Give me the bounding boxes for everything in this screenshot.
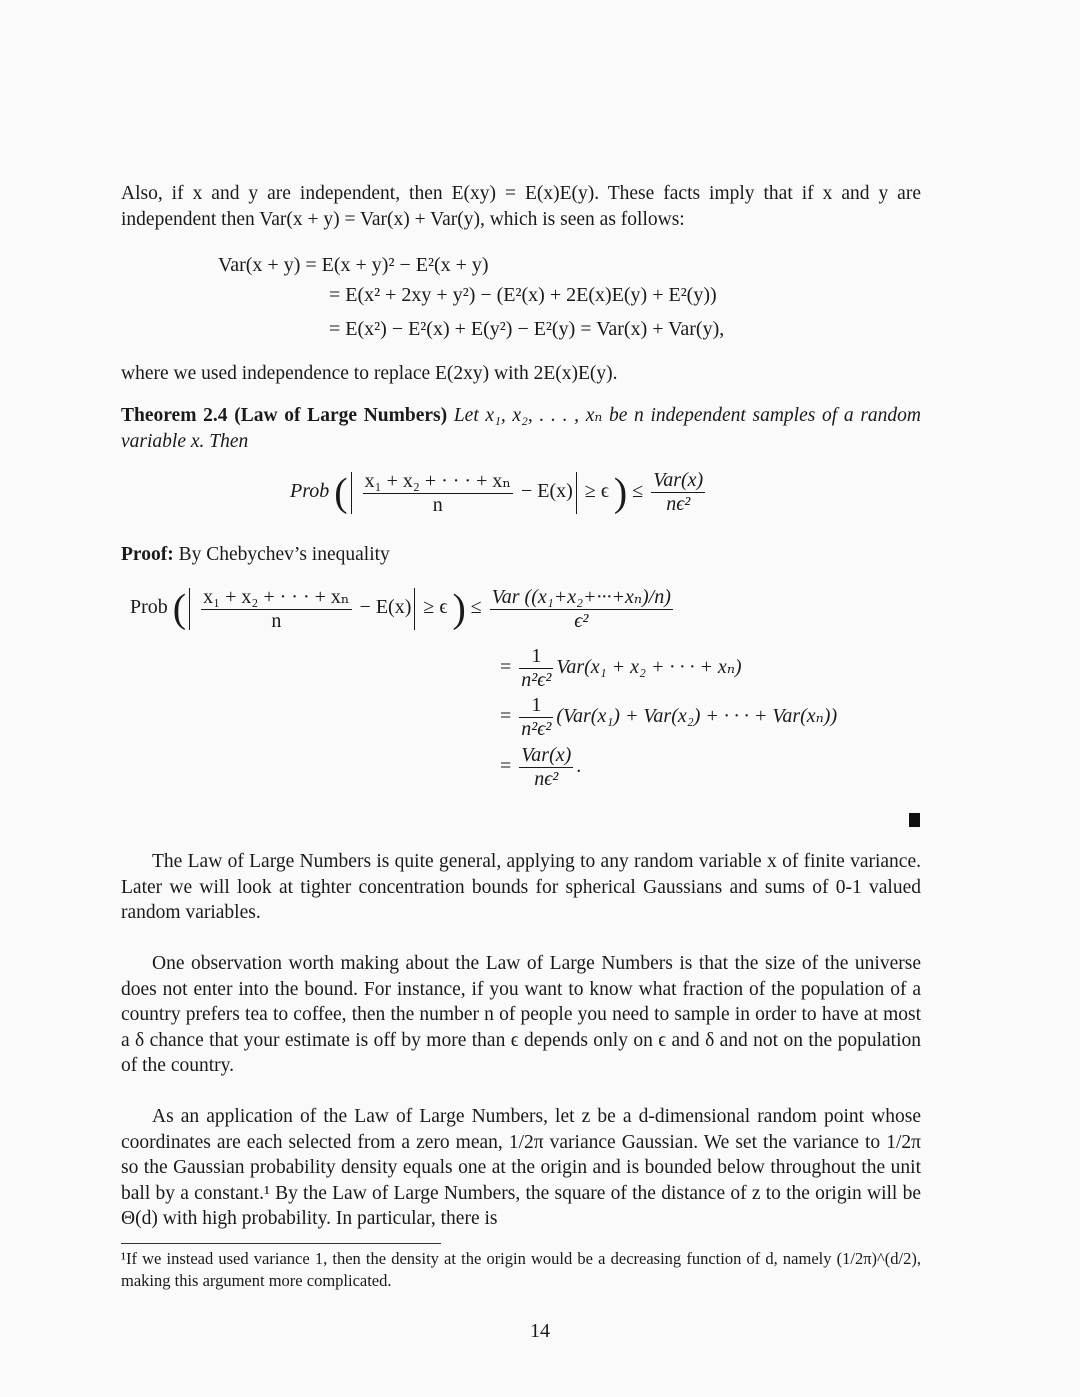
minus-expectation: − E(x) <box>359 596 412 619</box>
right-paren: ) <box>452 585 466 631</box>
fraction-numerator: x₁ + x₂ + · · · + xₙ <box>203 586 350 608</box>
fraction-denominator: nϵ² <box>519 767 573 791</box>
equation-var-line3: = E(x²) − E²(x) + E(y²) − E²(y) = Var(x) + Var(y), <box>329 318 725 340</box>
paragraph-variance-intro: Also, if x and y are independent, then E(xy) = E(x)E(y). These facts imply that if x and y are independent then Var(x + y) = Var(x) + Var(y), which is seen as follows: <box>121 183 921 230</box>
theorem-heading: Theorem 2.4 (Law of Large Numbers) <box>121 405 448 426</box>
theorem-body: Let x₁, x₂, . . . , xₙ be n independent samples of a random variable x. Then <box>121 405 921 452</box>
fraction-numerator: 1 <box>531 694 542 716</box>
proof-equation-line3 <box>500 694 837 741</box>
minus-expectation: − E(x) <box>521 480 573 503</box>
equals-sign: = <box>500 656 512 679</box>
qed-square <box>909 813 920 827</box>
proof-equation-line4 <box>500 744 581 791</box>
fraction-denominator: n <box>363 493 513 517</box>
prob-label: Prob <box>130 596 168 619</box>
fraction-denominator: n²ϵ² <box>521 718 552 740</box>
sample-mean-fraction <box>363 468 513 517</box>
fraction-numerator: Var(x) <box>521 744 572 766</box>
fraction-numerator: 1 <box>531 645 542 667</box>
fraction-denominator: n²ϵ² <box>521 669 552 691</box>
inverse-fraction <box>519 645 553 692</box>
equals-sign: = <box>500 705 512 728</box>
fraction-denominator: n <box>201 609 351 633</box>
footnote: ¹If we instead used variance 1, then the density at the origin would be a decreasing function of d, namely (1/2π)^(d/2), making this argument more complicated. <box>121 1249 921 1290</box>
prob-label: Prob <box>290 480 330 503</box>
inverse-fraction <box>519 694 553 741</box>
final-fraction <box>519 744 573 791</box>
proof-equation-line2 <box>500 645 742 692</box>
geq-epsilon: ≥ ϵ <box>423 596 448 619</box>
abs-bar-right <box>414 588 415 630</box>
variance-bound-fraction <box>651 469 705 516</box>
leq-sign: ≤ <box>632 480 644 503</box>
variance-denominator: ϵ² <box>490 609 673 633</box>
sample-mean-fraction <box>201 584 351 633</box>
equation-var-line2: = E(x² + 2xy + y²) − (E²(x) + 2E(x)E(y) + E²(y)) <box>329 284 717 306</box>
equals-sign: = <box>500 755 512 778</box>
period: . <box>576 755 582 778</box>
proof-text: By Chebychev’s inequality <box>178 544 390 565</box>
bound-numerator: Var(x) <box>653 469 704 491</box>
paragraph-independence: where we used independence to replace E(2xy) with 2E(x)E(y). <box>121 363 618 384</box>
abs-bar-left <box>351 472 352 514</box>
abs-bar-left <box>189 588 190 630</box>
leq-sign: ≤ <box>470 596 482 619</box>
equation-var-line1: Var(x + y) = E(x + y)² − E²(x + y) <box>218 254 489 276</box>
variance-numerator: Var ((x₁+x₂+···+xₙ)/n) <box>491 586 671 608</box>
paragraph-universe-size: One observation worth making about the Law of Large Numbers is that the size of the universe does not enter into the bound. For instance, if you want to know what fraction of the population of a country prefers tea to coffee, then the number n of people you need to sample in order to have at most a δ chance that your estimate is off by more than ϵ depends only on ϵ and δ and not on the population of the country. <box>121 953 921 1076</box>
variance-expansion-term: (Var(x₁) + Var(x₂) + · · · + Var(xₙ)) <box>556 705 838 728</box>
paragraph-application: As an application of the Law of Large Numbers, let z be a d-dimensional random point whose coordinates are each selected from a zero mean, 1/2π variance Gaussian. We set the variance to 1/2π so the Gaussian probability density equals one at the origin and is bounded below throughout the unit ball by a constant.¹ By the Law of Large Numbers, the square of the distance of z to the origin will be Θ(d) with high probability. In particular, there is <box>121 1106 921 1229</box>
left-paren: ( <box>172 585 187 631</box>
bound-denominator: nϵ² <box>651 492 705 516</box>
proof-intro <box>121 542 921 568</box>
fraction-numerator: x₁ + x₂ + · · · + xₙ <box>364 470 512 492</box>
proof-equation-line1 <box>130 584 676 633</box>
footnote-rule <box>121 1243 441 1244</box>
theorem-equation <box>290 468 708 517</box>
abs-bar-right <box>576 472 577 514</box>
page-number: 14 <box>530 1320 550 1342</box>
theorem-statement <box>121 403 921 454</box>
paragraph-law-general: The Law of Large Numbers is quite general, applying to any random variable x of finite variance. Later we will look at tighter concentration bounds for spherical Gaussians and sums of 0-1 valued random variables. <box>121 851 921 923</box>
variance-fraction <box>490 584 673 633</box>
right-paren: ) <box>613 469 628 515</box>
proof-heading: Proof: <box>121 544 174 565</box>
left-paren: ( <box>334 469 348 515</box>
geq-epsilon: ≥ ϵ <box>584 480 609 503</box>
variance-sum-term: Var(x₁ + x₂ + · · · + xₙ) <box>556 656 742 679</box>
